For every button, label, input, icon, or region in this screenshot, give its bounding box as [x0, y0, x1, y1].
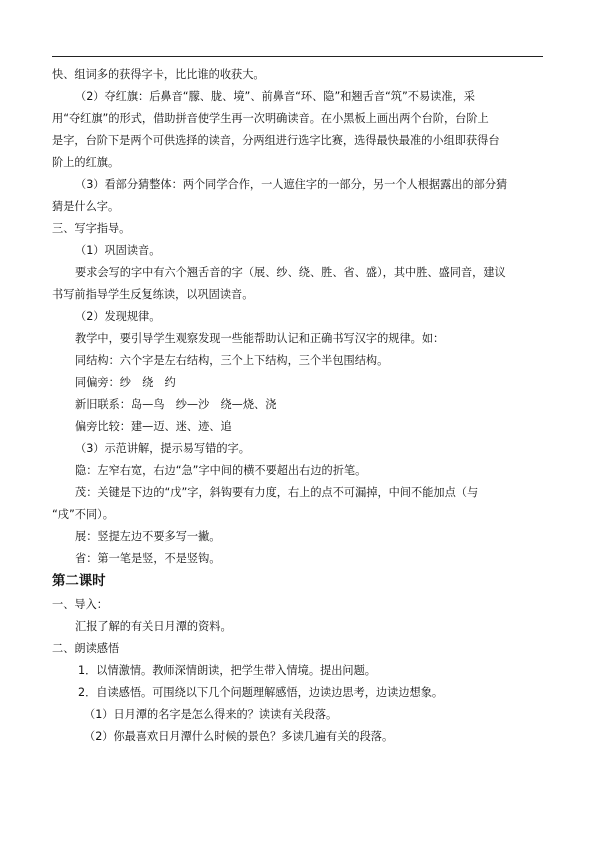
paragraph-line: （1）巩固读音。: [75, 244, 161, 257]
paragraph-line: 汇报了解的有关日月潭的资料。: [75, 620, 232, 633]
paragraph-line: （2）发现规律。: [75, 310, 161, 323]
section-heading: 三、写字指导。: [52, 222, 131, 235]
paragraph-line: （1）日月潭的名字是怎么得来的？读读有关段落。: [84, 708, 338, 721]
paragraph-line: 偏旁比较：建—迈、迷、迹、追: [75, 420, 232, 433]
paragraph-line: （3）看部分猜整体：两个同学合作，一人遮住字的一部分，另一个人根据露出的部分猜: [75, 178, 508, 191]
paragraph-line: （2）你最喜欢日月潭什么时候的景色？多读几遍有关的段落。: [84, 730, 394, 743]
section-heading: 一、导入：: [52, 598, 108, 611]
paragraph-line: 阶上的红旗。: [52, 156, 120, 169]
paragraph-line: 快、组词多的获得字卡，比比谁的收获大。: [52, 68, 265, 81]
header-rule: [52, 56, 543, 57]
paragraph-line: 书写前指导学生反复练读，以巩固读音。: [52, 288, 254, 301]
document-body: [52, 64, 544, 748]
paragraph-line: （2）夺红旗：后鼻音“朦、胧、境”、前鼻音“环、隐”和翘舌音“筑”不易读准，采: [75, 90, 475, 103]
paragraph-line: “戌”不同）。: [52, 508, 114, 521]
paragraph-line: 猜是什么字。: [52, 200, 120, 213]
paragraph-line: 同偏旁：纱 绕 约: [75, 376, 176, 389]
lesson-heading: 第二课时: [52, 574, 106, 589]
paragraph-line: 2．自读感悟。可围绕以下几个问题理解感悟，边读边思考，边读边想象。: [78, 686, 444, 699]
paragraph-line: 1．以情激情。教师深情朗读，把学生带入情境。提出问题。: [78, 664, 376, 677]
paragraph-line: 是字，台阶下是两个可供选择的读音，分两组进行选字比赛，选得最快最准的小组即获得台: [52, 134, 500, 147]
paragraph-line: 同结构：六个字是左右结构，三个上下结构，三个半包围结构。: [75, 354, 389, 367]
paragraph-line: 教学中，要引导学生观察发现一些能帮助认记和正确书写汉字的规律。如：: [75, 332, 445, 345]
paragraph-line: 新旧联系：岛—鸟 纱—沙 绕—烧、浇: [75, 398, 277, 411]
paragraph-line: 用“夺红旗”的形式，借助拼音使学生再一次明确读音。在小黑板上画出两个台阶，台阶上: [52, 112, 489, 125]
paragraph-line: 展：竖提左边不要多写一撇。: [75, 530, 221, 543]
paragraph-line: （3）示范讲解，提示易写错的字。: [75, 442, 250, 455]
paragraph-line: 要求会写的字中有六个翘舌音的字（展、纱、绕、胜、省、盛），其中胜、盛同音，建议: [75, 266, 506, 279]
paragraph-line: 茂：关键是下边的“戊”字，斜钩要有力度，右上的点不可漏掉，中间不能加点（与: [75, 486, 479, 499]
section-heading: 二、朗读感悟: [52, 642, 120, 655]
paragraph-line: 隐：左窄右宽，右边“急”字中间的横不要超出右边的折笔。: [75, 464, 367, 477]
paragraph-line: 省：第一笔是竖，不是竖钩。: [75, 552, 221, 565]
